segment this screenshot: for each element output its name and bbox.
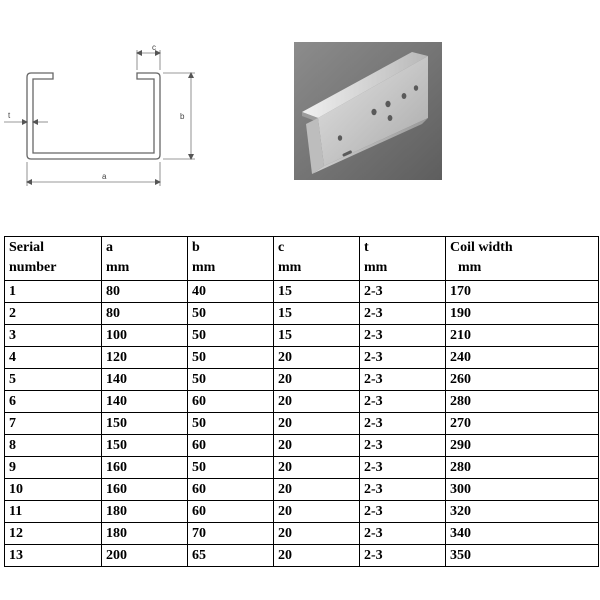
channel-outline xyxy=(27,73,160,159)
cell-a: 150 xyxy=(102,435,188,457)
cell-c: 20 xyxy=(274,523,360,545)
cell-serial: 1 xyxy=(5,281,102,303)
cell-a: 80 xyxy=(102,303,188,325)
cell-serial: 3 xyxy=(5,325,102,347)
cell-b: 50 xyxy=(188,325,274,347)
cell-coil-width: 340 xyxy=(446,523,599,545)
table-row xyxy=(5,501,599,523)
cell-c: 20 xyxy=(274,479,360,501)
cell-b: 70 xyxy=(188,523,274,545)
cell-c: 15 xyxy=(274,303,360,325)
header-a-unit: mm xyxy=(106,260,130,275)
cell-t: 2-3 xyxy=(360,325,446,347)
table-row xyxy=(5,347,599,369)
cell-b: 50 xyxy=(188,413,274,435)
cell-t: 2-3 xyxy=(360,369,446,391)
header-c-name: c xyxy=(278,240,285,255)
header-t-name: t xyxy=(364,240,369,255)
header-t xyxy=(360,237,446,281)
cell-a: 200 xyxy=(102,545,188,567)
dimension-a-label: a xyxy=(102,172,107,181)
table-row xyxy=(5,479,599,501)
cell-t: 2-3 xyxy=(360,413,446,435)
cell-serial: 11 xyxy=(5,501,102,523)
cell-a: 180 xyxy=(102,523,188,545)
header-serial xyxy=(5,237,102,281)
cell-c: 20 xyxy=(274,435,360,457)
cell-serial: 6 xyxy=(5,391,102,413)
table-row xyxy=(5,303,599,325)
header-coil-width xyxy=(446,237,599,281)
cell-c: 15 xyxy=(274,281,360,303)
cell-a: 160 xyxy=(102,479,188,501)
table-row xyxy=(5,457,599,479)
table-header-row xyxy=(5,237,599,281)
dimension-t-label: t xyxy=(8,111,11,120)
cell-c: 20 xyxy=(274,391,360,413)
cell-coil-width: 280 xyxy=(446,391,599,413)
cell-coil-width: 320 xyxy=(446,501,599,523)
table-row xyxy=(5,369,599,391)
dimension-a xyxy=(27,162,160,186)
cell-c: 20 xyxy=(274,347,360,369)
cell-serial: 8 xyxy=(5,435,102,457)
cell-coil-width: 300 xyxy=(446,479,599,501)
cell-coil-width: 190 xyxy=(446,303,599,325)
cell-coil-width: 260 xyxy=(446,369,599,391)
header-c-unit: mm xyxy=(278,260,302,275)
cell-a: 100 xyxy=(102,325,188,347)
header-c xyxy=(274,237,360,281)
cell-b: 50 xyxy=(188,303,274,325)
cell-coil-width: 210 xyxy=(446,325,599,347)
table-row xyxy=(5,435,599,457)
cell-t: 2-3 xyxy=(360,391,446,413)
header-a-name: a xyxy=(106,240,113,255)
cell-c: 15 xyxy=(274,325,360,347)
cell-t: 2-3 xyxy=(360,303,446,325)
header-b xyxy=(188,237,274,281)
dimension-b xyxy=(163,73,195,159)
cell-c: 20 xyxy=(274,457,360,479)
cell-t: 2-3 xyxy=(360,281,446,303)
cell-serial: 12 xyxy=(5,523,102,545)
c-channel-photo xyxy=(294,42,442,180)
dimension-b-label: b xyxy=(180,112,185,121)
cell-a: 180 xyxy=(102,501,188,523)
cell-b: 50 xyxy=(188,457,274,479)
cell-t: 2-3 xyxy=(360,501,446,523)
cell-t: 2-3 xyxy=(360,347,446,369)
cell-t: 2-3 xyxy=(360,435,446,457)
cell-serial: 7 xyxy=(5,413,102,435)
cell-a: 160 xyxy=(102,457,188,479)
table-row xyxy=(5,325,599,347)
cell-b: 50 xyxy=(188,369,274,391)
cell-a: 120 xyxy=(102,347,188,369)
header-t-unit: mm xyxy=(364,260,388,275)
table-row xyxy=(5,523,599,545)
cell-b: 60 xyxy=(188,501,274,523)
cell-serial: 9 xyxy=(5,457,102,479)
cell-t: 2-3 xyxy=(360,457,446,479)
cell-t: 2-3 xyxy=(360,545,446,567)
cell-coil-width: 270 xyxy=(446,413,599,435)
header-b-unit: mm xyxy=(192,260,216,275)
cell-c: 20 xyxy=(274,369,360,391)
cell-coil-width: 280 xyxy=(446,457,599,479)
cell-a: 80 xyxy=(102,281,188,303)
cell-b: 40 xyxy=(188,281,274,303)
c-channel-profile-diagram xyxy=(0,40,210,190)
header-serial-unit: number xyxy=(9,260,57,275)
specification-table xyxy=(4,236,599,567)
cell-t: 2-3 xyxy=(360,523,446,545)
header-b-name: b xyxy=(192,240,200,255)
table-row xyxy=(5,413,599,435)
dimension-c xyxy=(137,50,160,70)
cell-serial: 2 xyxy=(5,303,102,325)
cell-serial: 10 xyxy=(5,479,102,501)
cell-t: 2-3 xyxy=(360,479,446,501)
cell-coil-width: 350 xyxy=(446,545,599,567)
table-row xyxy=(5,281,599,303)
cell-serial: 4 xyxy=(5,347,102,369)
dimension-c-label: c xyxy=(152,43,156,52)
cell-b: 65 xyxy=(188,545,274,567)
table-row xyxy=(5,545,599,567)
header-a xyxy=(102,237,188,281)
cell-a: 150 xyxy=(102,413,188,435)
cell-a: 140 xyxy=(102,369,188,391)
cell-serial: 13 xyxy=(5,545,102,567)
cell-coil-width: 240 xyxy=(446,347,599,369)
header-serial-name: Serial xyxy=(9,240,44,255)
cell-c: 20 xyxy=(274,501,360,523)
header-coil-width-unit: mm xyxy=(458,260,482,275)
cell-b: 50 xyxy=(188,347,274,369)
cell-c: 20 xyxy=(274,545,360,567)
cell-b: 60 xyxy=(188,479,274,501)
cell-coil-width: 170 xyxy=(446,281,599,303)
cell-b: 60 xyxy=(188,435,274,457)
cell-b: 60 xyxy=(188,391,274,413)
cell-serial: 5 xyxy=(5,369,102,391)
header-coil-width-name: Coil width xyxy=(450,240,513,255)
table-row xyxy=(5,391,599,413)
cell-coil-width: 290 xyxy=(446,435,599,457)
cell-a: 140 xyxy=(102,391,188,413)
cell-c: 20 xyxy=(274,413,360,435)
